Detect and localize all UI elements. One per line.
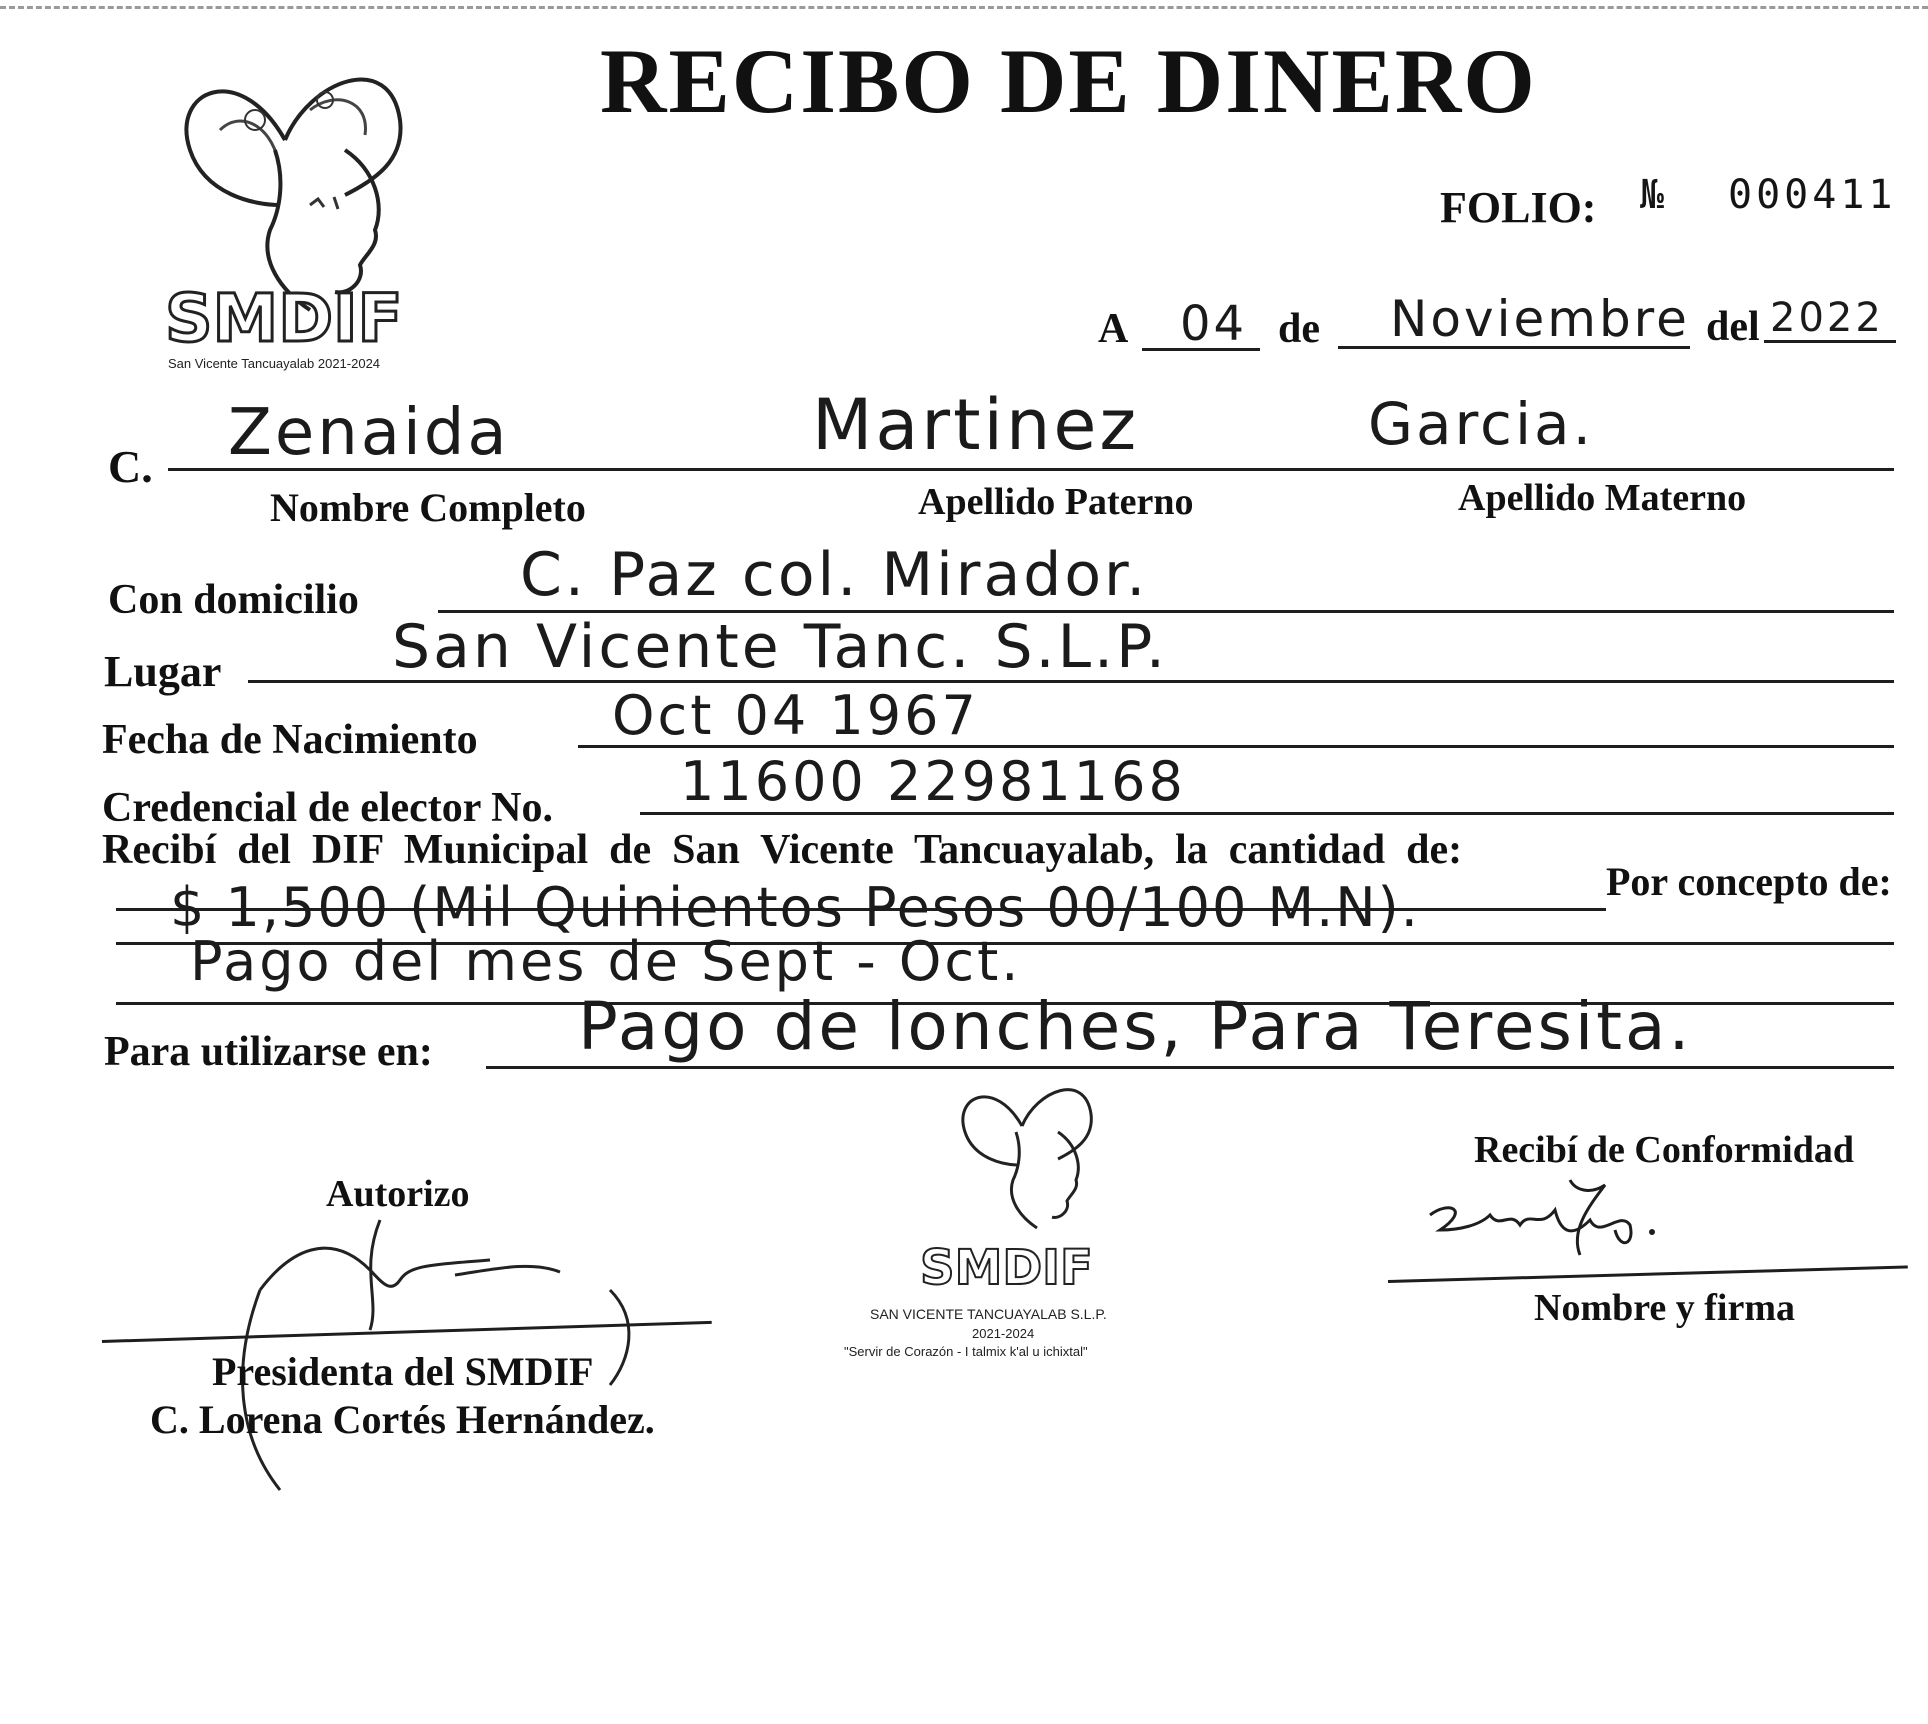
logo-subtitle: San Vicente Tancuayalab 2021-2024: [168, 356, 381, 371]
date-month: Noviembre: [1390, 290, 1690, 348]
footer-heart-face-icon: [940, 1060, 1110, 1240]
conformidad-label: Recibí de Conformidad: [1474, 1129, 1854, 1171]
date-day: 04: [1180, 296, 1248, 352]
uso-value: Pago de lonches, Para Teresita.: [578, 988, 1693, 1065]
uso-line: [486, 1066, 1894, 1069]
domicilio-label: Con domicilio: [108, 577, 359, 623]
footer-smdif-logo: [844, 1060, 1170, 1370]
logo-wordmark: SMDIF: [165, 280, 403, 357]
caption-paternal: Apellido Paterno: [918, 481, 1194, 523]
name-paternal: Martinez: [812, 384, 1140, 466]
smdif-logo: [160, 30, 420, 370]
name-first: Zenaida: [228, 396, 510, 470]
uso-label: Para utilizarse en:: [104, 1029, 433, 1075]
document-title: RECIBO DE DINERO: [600, 30, 1537, 132]
folio-label: FOLIO:: [1440, 183, 1597, 232]
autorizo-name: C. Lorena Cortés Hernández.: [150, 1397, 655, 1442]
footer-logo-line1: SAN VICENTE TANCUAYALAB S.L.P.: [870, 1306, 1107, 1322]
date-del-label: del: [1706, 304, 1760, 350]
lugar-label: Lugar: [104, 647, 222, 696]
domicilio-value: C. Paz col. Mirador.: [520, 540, 1149, 610]
received-text: Recibí del DIF Municipal de San Vicente Tancuayalab, la cantidad de:: [102, 827, 1463, 873]
name-prefix: C.: [108, 441, 153, 492]
date-de-label: de: [1278, 306, 1320, 352]
conformidad-caption: Nombre y firma: [1534, 1287, 1796, 1329]
date-a-label: A: [1098, 306, 1129, 352]
date-year: 2022: [1770, 295, 1884, 341]
footer-logo-line2: 2021-2024: [972, 1326, 1035, 1341]
autorizo-role: Presidenta del SMDIF: [212, 1349, 594, 1394]
credencial-label: Credencial de elector No.: [102, 785, 553, 831]
caption-full-name: Nombre Completo: [270, 485, 586, 530]
top-dashed-border: [0, 6, 1928, 9]
concepto-value: Pago del mes de Sept - Oct.: [190, 930, 1022, 993]
conformidad-signature-icon: [1420, 1170, 1720, 1280]
footer-logo-wordmark: SMDIF: [920, 1240, 1093, 1296]
folio-number: 000411: [1728, 172, 1897, 218]
footer-logo-line3: "Servir de Corazón - I talmix k'al u ichixtal": [844, 1344, 1088, 1359]
caption-maternal: Apellido Materno: [1458, 477, 1747, 519]
concepto-label: Por concepto de:: [1606, 859, 1892, 904]
amount-value: $ 1,500 (Mil Quinientos Pesos 00/100 M.N).: [170, 876, 1420, 939]
nacimiento-value: Oct 04 1967: [612, 684, 979, 747]
autorizo-label: Autorizo: [326, 1173, 470, 1215]
nacimiento-label: Fecha de Nacimiento: [102, 717, 478, 763]
folio-no-symbol: №: [1640, 172, 1669, 218]
name-maternal: Garcia.: [1368, 390, 1595, 458]
credencial-value: 11600 22981168: [680, 750, 1186, 813]
lugar-value: San Vicente Tanc. S.L.P.: [392, 612, 1169, 682]
